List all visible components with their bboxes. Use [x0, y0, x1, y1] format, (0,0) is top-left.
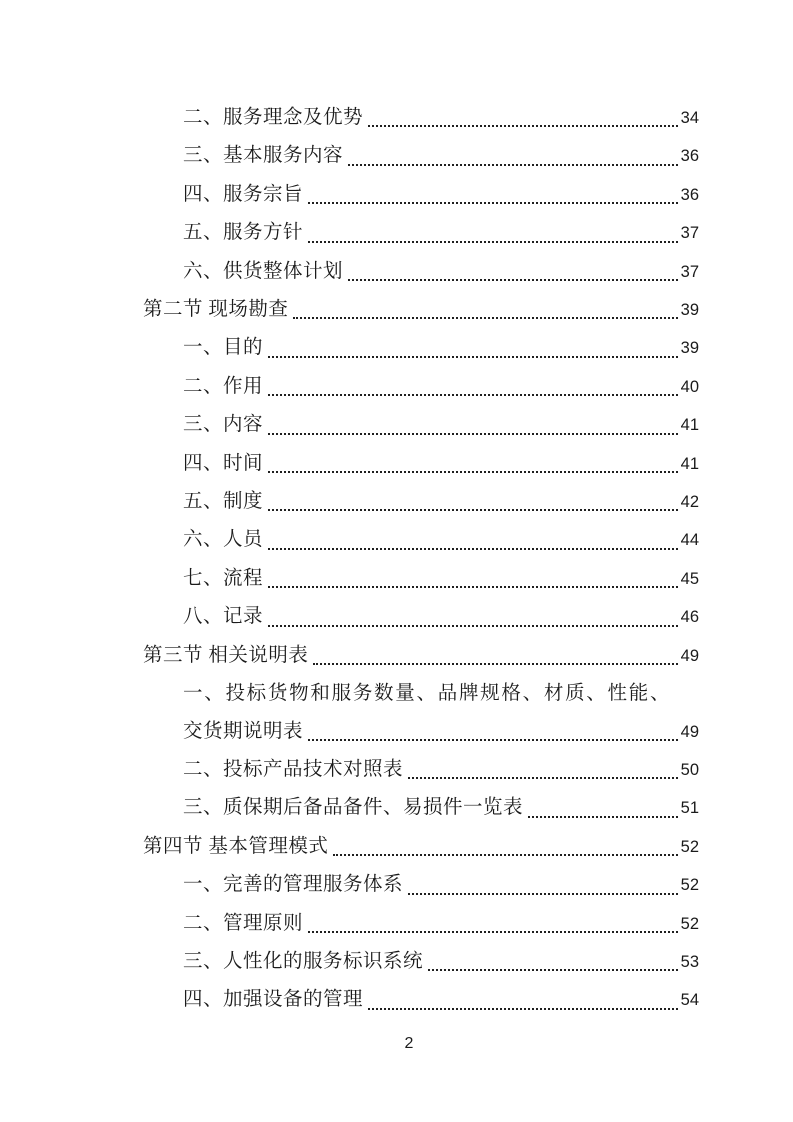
toc-entry[interactable]	[143, 137, 699, 175]
toc-entry-page: 49	[680, 722, 699, 741]
toc-entry[interactable]	[143, 368, 699, 406]
toc-entry[interactable]	[143, 406, 699, 444]
toc-entry-label: 一、目的	[183, 337, 264, 359]
toc-entry-page: 44	[680, 531, 699, 550]
toc-entry[interactable]	[143, 637, 699, 675]
toc-entry-page: 52	[680, 837, 699, 856]
dot-leader	[268, 356, 678, 358]
toc-entry-label: 二、服务理念及优势	[183, 107, 364, 128]
dot-leader	[308, 931, 678, 933]
toc-entry[interactable]	[143, 560, 699, 598]
dot-leader	[268, 586, 678, 588]
toc-entry-label: 三、人性化的服务标识系统	[183, 950, 424, 972]
dot-leader	[268, 394, 678, 396]
toc-entry-page: 37	[680, 224, 699, 243]
toc-entry-label: 二、作用	[183, 375, 264, 397]
toc-entry-page: 40	[680, 377, 699, 396]
toc-entry-label: 第三节 相关说明表	[143, 644, 309, 666]
toc-entry-label: 第四节 基本管理模式	[143, 835, 329, 857]
toc-entry-page: 49	[680, 646, 699, 665]
toc-entry-page: 34	[680, 109, 699, 127]
toc-list	[143, 99, 699, 1020]
dot-leader	[293, 317, 677, 319]
dot-leader	[368, 125, 678, 127]
toc-entry[interactable]	[143, 521, 699, 559]
page-number: 2	[404, 1035, 414, 1052]
toc-entry-page: 41	[680, 454, 699, 473]
dot-leader	[308, 241, 678, 243]
toc-entry-label: 交货期说明表	[183, 720, 304, 742]
dot-leader	[528, 816, 678, 818]
dot-leader	[268, 509, 678, 511]
dot-leader	[348, 164, 678, 166]
toc-entry-label: 三、质保期后备品备件、易损件一览表	[183, 797, 524, 819]
toc-entry[interactable]	[143, 445, 699, 483]
dot-leader	[368, 1008, 678, 1010]
toc-entry-label: 四、时间	[183, 452, 264, 474]
dot-leader	[268, 548, 678, 550]
toc-entry-page: 41	[680, 416, 699, 435]
toc-entry-page: 36	[680, 147, 699, 166]
toc-entry-page: 36	[680, 185, 699, 204]
toc-entry-label: 六、供货整体计划	[183, 260, 344, 282]
toc-entry-wrap-line[interactable]: 一、投标货物和服务数量、品牌规格、材质、性能、	[183, 683, 670, 705]
toc-entry-label: 七、流程	[183, 567, 264, 589]
toc-entry-label: 五、服务方针	[183, 222, 304, 244]
toc-entry-page: 50	[680, 760, 699, 779]
toc-entry-page: 46	[680, 608, 699, 627]
dot-leader	[313, 663, 677, 665]
toc-entry[interactable]	[143, 598, 699, 636]
toc-entry-label: 二、管理原则	[183, 912, 304, 934]
toc-entry-page: 53	[680, 952, 699, 971]
toc-entry[interactable]	[143, 943, 699, 981]
toc-entry-label: 一、完善的管理服务体系	[183, 874, 404, 896]
toc-entry-page: 37	[680, 262, 699, 281]
toc-entry-label: 四、服务宗旨	[183, 183, 304, 205]
toc-entry[interactable]	[143, 291, 699, 329]
toc-entry-page: 51	[680, 799, 699, 818]
toc-entry[interactable]	[143, 713, 699, 751]
toc-entry-page: 52	[680, 914, 699, 933]
toc-entry[interactable]	[143, 751, 699, 789]
toc-entry[interactable]	[143, 981, 699, 1019]
dot-leader	[428, 969, 678, 971]
dot-leader	[408, 777, 678, 779]
toc-entry-label: 八、记录	[183, 606, 264, 628]
toc-entry-label: 六、人员	[183, 529, 264, 551]
toc-entry-page: 39	[680, 339, 699, 358]
toc-entry[interactable]	[143, 99, 699, 137]
toc-entry[interactable]	[143, 329, 699, 367]
toc-entry-label: 四、加强设备的管理	[183, 989, 364, 1011]
toc-entry[interactable]	[143, 214, 699, 252]
toc-entry-page: 42	[680, 493, 699, 512]
dot-leader	[268, 471, 678, 473]
toc-entry-label: 第二节 现场勘查	[143, 299, 289, 321]
toc-entry-page: 54	[680, 991, 699, 1010]
dot-leader	[268, 625, 678, 627]
toc-entry[interactable]	[143, 905, 699, 943]
dot-leader	[268, 433, 678, 435]
toc-entry-label: 三、基本服务内容	[183, 145, 344, 167]
toc-entry[interactable]	[143, 253, 699, 291]
dot-leader	[308, 739, 678, 741]
dot-leader	[408, 893, 678, 895]
dot-leader	[308, 202, 678, 204]
toc-entry-label: 三、内容	[183, 414, 264, 436]
toc-entry[interactable]	[143, 176, 699, 214]
toc-entry[interactable]	[143, 866, 699, 904]
toc-entry[interactable]	[143, 483, 699, 521]
toc-entry-page: 52	[680, 876, 699, 895]
dot-leader	[333, 854, 677, 856]
toc-entry-page: 45	[680, 569, 699, 588]
toc-entry-page: 39	[680, 301, 699, 320]
dot-leader	[348, 279, 678, 281]
toc-entry-label: 五、制度	[183, 491, 264, 513]
toc-entry[interactable]	[143, 828, 699, 866]
toc-entry-label: 二、投标产品技术对照表	[183, 758, 404, 780]
toc-entry[interactable]	[143, 789, 699, 827]
